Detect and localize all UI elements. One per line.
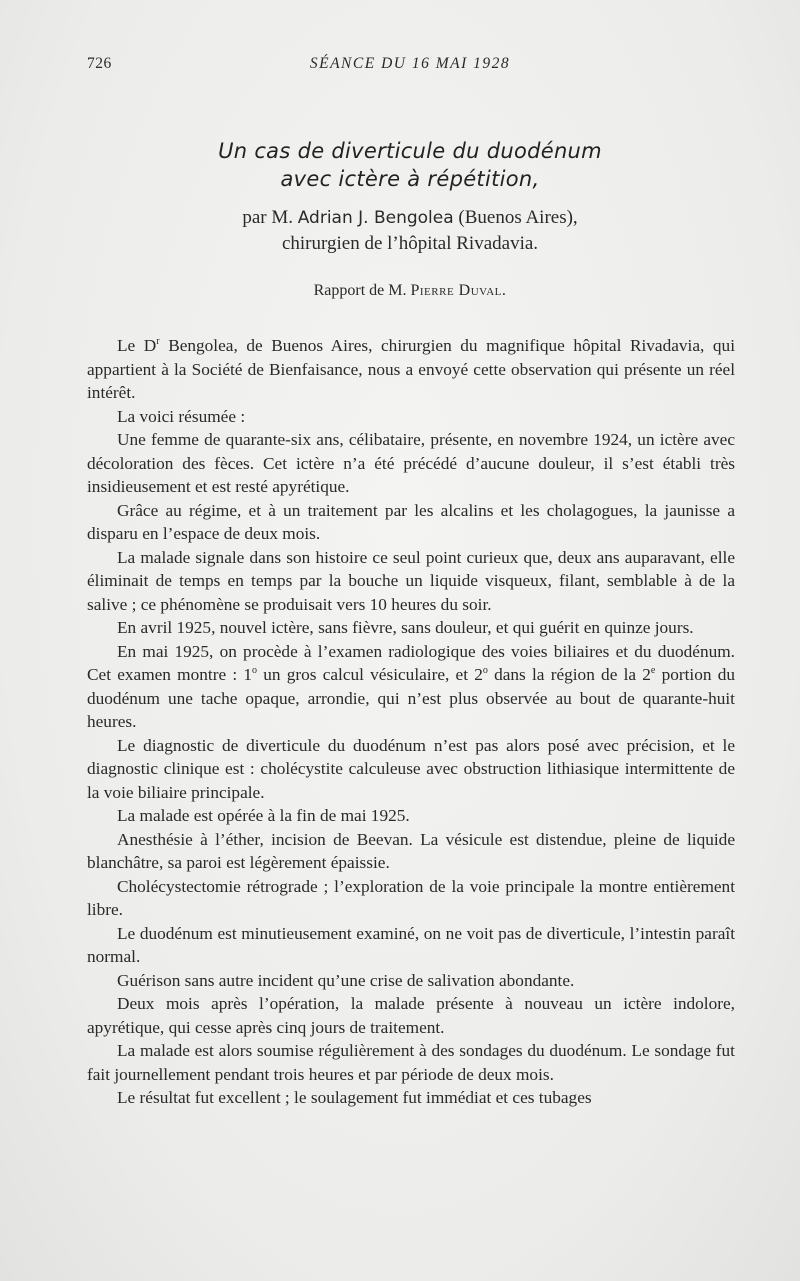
paragraph: La malade est opérée à la fin de mai 1925. (117, 806, 410, 825)
superscript: r (156, 336, 160, 348)
author-suffix: (Buenos Aires), (453, 207, 578, 228)
superscript: o (252, 665, 257, 677)
paragraph-text: portion du duodénum une tache opaque, arrondie, qui n’est plus observée au bout de quarante-huit heures. (87, 665, 736, 731)
author-prefix: par M. (242, 207, 298, 228)
article-title (87, 137, 733, 193)
paragraph: Guérison sans autre incident qu’une crise de salivation abondante. (117, 970, 575, 990)
paragraph: La voici résumée : (117, 406, 246, 426)
title-line-1: Un cas de diverticule du duodénum (218, 139, 602, 163)
author-affiliation: chirurgien de l’hôpital Rivadavia. (281, 233, 539, 254)
title-line-2: avec ictère à répétition, (280, 167, 540, 191)
paragraph-text: dans la région de la 2 (487, 665, 651, 684)
author-name: Adrian J. Bengolea (297, 208, 454, 228)
author-line-1 (87, 205, 733, 231)
paragraph (87, 334, 735, 405)
paragraph: Anesthésie à l’éther, incision de Beevan. La vésicule est distendue, pleine de liquide blanchâtre, sa paroi est légèrement épaissie. (87, 829, 735, 872)
author-block (87, 205, 733, 257)
paragraph-text: Le D (117, 336, 157, 355)
paragraph: Le duodénum est minutieusement examiné, on ne voit pas de diverticule, l’intestin paraît normal. (87, 923, 735, 966)
paragraph: Le résultat fut excellent ; le soulagement fut immédiat et ces tubages (117, 1088, 592, 1107)
paragraph (87, 640, 735, 734)
report-line (87, 280, 733, 302)
superscript: o (482, 665, 488, 677)
paragraph: La malade signale dans son histoire ce seul point curieux que, deux ans auparavant, elle éliminait de temps en temps par la bouche un liquide visqueux, filant, semblable à de la salive ; ce phénomène se produisait vers 10 heures du soir. (87, 547, 735, 614)
paragraph: Le diagnostic de diverticule du duodénum n’est pas alors posé avec précision, et le diagnostic clinique est : cholécystite calculeuse avec obstruction lithiasique intermittente de la voie biliaire principale. (87, 735, 735, 802)
paragraph: Deux mois après l’opération, la malade présente à nouveau un ictère indolore, apyrétique, qui cesse après cinq jours de traitement. (87, 994, 735, 1037)
paragraph: Une femme de quarante-six ans, célibataire, présente, en novembre 1924, un ictère avec décoloration des fèces. Cet ictère n’a été précédé d’aucune douleur, il s’est établi très insidieusement et est resté apyrétique. (87, 430, 735, 496)
page-number: 726 (87, 55, 112, 72)
reporter-name: Pierre Duval. (410, 282, 507, 299)
paragraph: La malade est alors soumise régulièrement à des sondages du duodénum. Le sondage fut fait journellement pendant trois heures et par période de deux mois. (87, 1041, 735, 1084)
paragraph: En avril 1925, nouvel ictère, sans fièvre, sans douleur, et qui guérit en quinze jours. (117, 618, 694, 637)
paragraph-text: Bengolea, de Buenos Aires, chirurgien du magnifique hôpital Rivadavia, qui appartient à la Société de Bienfaisance, nous a envoyé cette observation qui présente un réel intérêt. (87, 336, 735, 402)
report-prefix: Rapport de M. (313, 282, 411, 299)
article-body (87, 334, 735, 1110)
paragraph-text: En mai 1925, on procède à l’examen radiologique des voies biliaires et du duodénum. Cet examen montre : 1 (87, 641, 735, 684)
paragraph-text: un gros calcul vésiculaire, et 2 (257, 665, 483, 684)
paragraph: Cholécystectomie rétrograde ; l’exploration de la voie principale la montre entièrement libre. (87, 876, 735, 919)
session-header: SÉANCE DU 16 MAI 1928 (309, 55, 511, 72)
superscript: e (650, 665, 656, 677)
paragraph: Grâce au régime, et à un traitement par les alcalins et les cholagogues, la jaunisse a disparu en l’espace de deux mois. (87, 500, 735, 543)
running-head (87, 55, 733, 79)
